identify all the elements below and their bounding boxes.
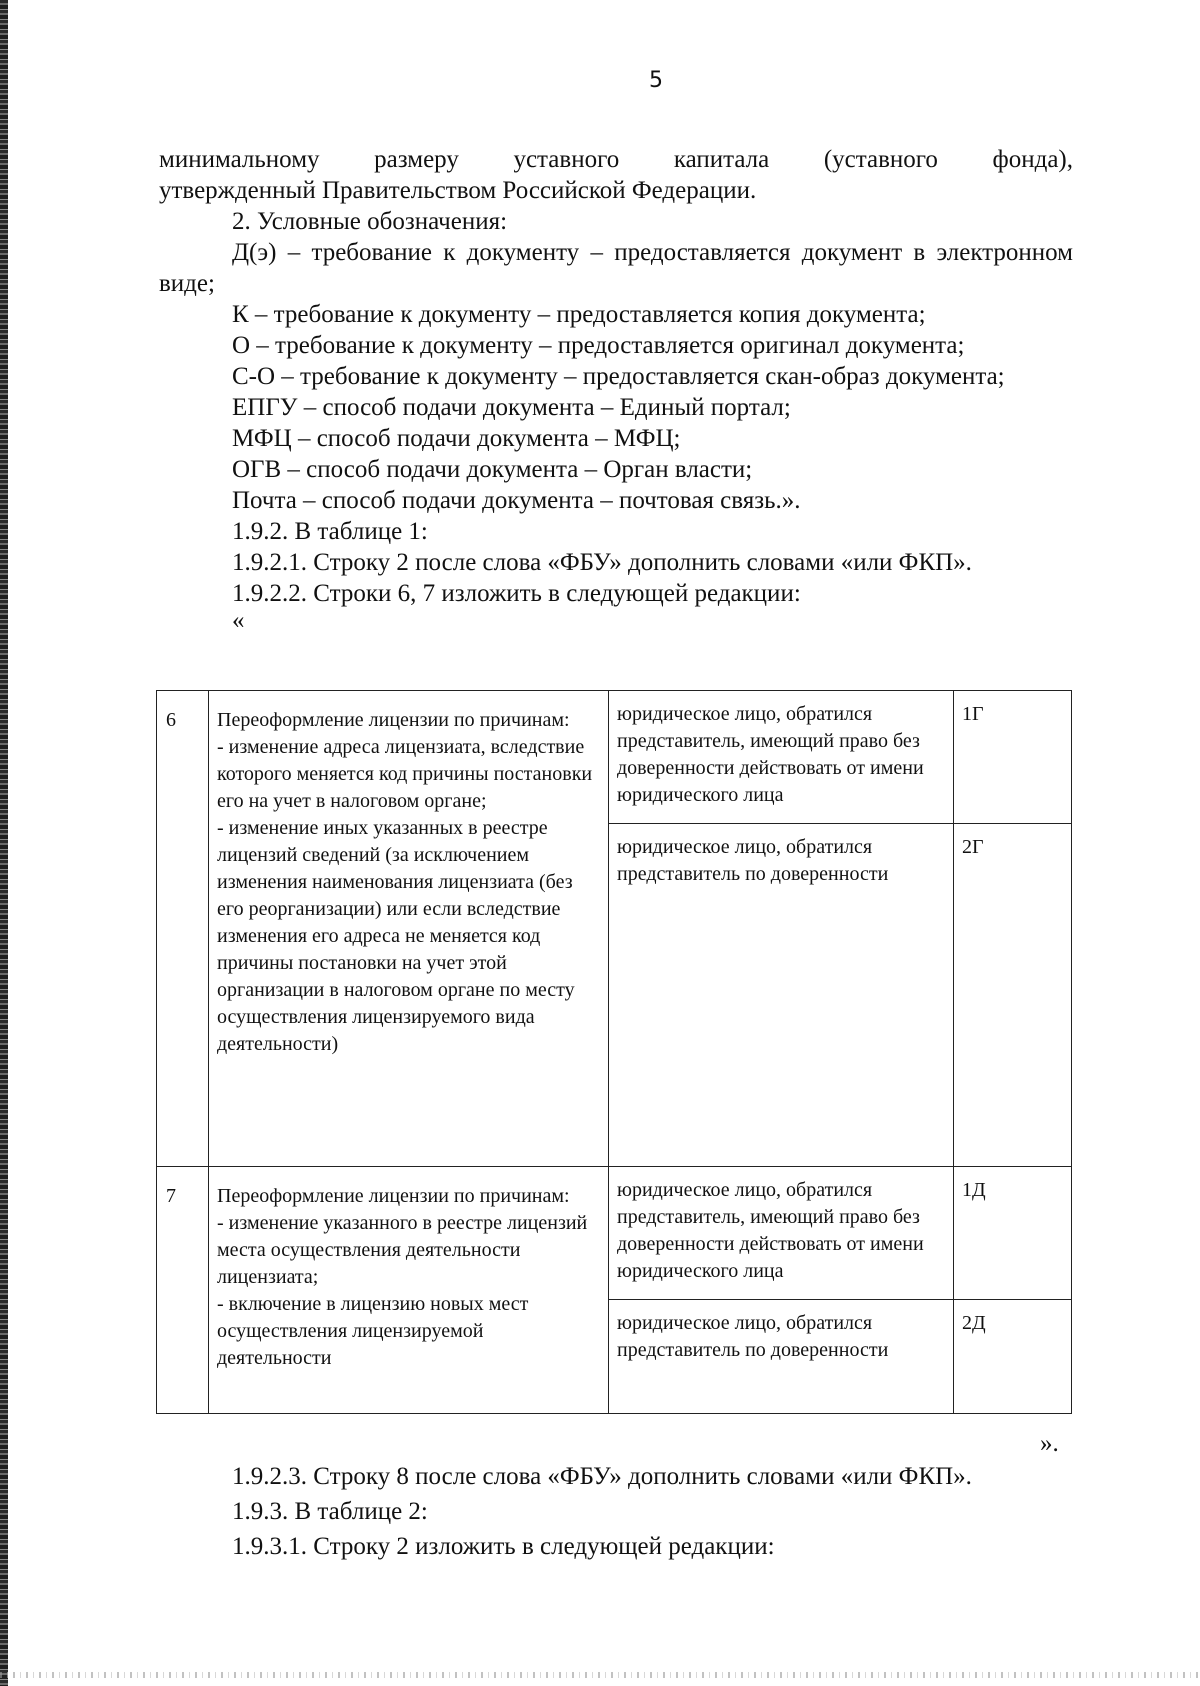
scan-edge	[0, 0, 8, 1686]
applicant-cell: юридическое лицо, обратился представитель, имеющий право без доверенности действовать от имени юридического лица	[609, 1167, 954, 1300]
paragraph-legend-epgu: ЕПГУ – способ подачи документа – Единый портал;	[232, 394, 791, 421]
row-description	[209, 1167, 609, 1414]
paragraph-1-9-2-2: 1.9.2.2. Строки 6, 7 изложить в следующей редакции:	[232, 580, 801, 607]
page-number: 5	[649, 68, 663, 93]
close-quote: ».	[1040, 1430, 1059, 1457]
paragraph-legend-heading: 2. Условные обозначения:	[232, 208, 508, 235]
row-title: Переоформление лицензии по причинам:	[217, 709, 570, 731]
paragraph-1-9-2-1: 1.9.2.1. Строку 2 после слова «ФБУ» дополнить словами «или ФКП».	[232, 549, 972, 576]
row-reason-item: - изменение иных указанных в реестре лицензий сведений (за исключением изменения наименования лицензиата (без его реорганизации) или если вследствие изменения его адреса не меняется код причины постановки на учет этой организации в налоговом органе по месту осуществления лицензируемого вида деятельности)	[217, 817, 575, 1055]
paragraph-capital-line2: утвержденный Правительством Российской Федерации.	[159, 177, 757, 204]
code-cell: 2Д	[954, 1300, 1072, 1414]
paragraph-legend-de: Д(э) – требование к документу – предоставляется документ в электронном виде;	[159, 239, 1073, 297]
code-cell: 2Г	[954, 824, 1072, 1167]
paragraph-1-9-2: 1.9.2. В таблице 1:	[232, 518, 428, 545]
license-table	[156, 690, 1072, 1414]
table-row	[157, 1167, 1072, 1300]
paragraph-legend-post: Почта – способ подачи документа – почтовая связь.».	[232, 487, 801, 514]
paragraph-capital-line1: минимальному размеру уставного капитала (уставного фонда),	[159, 146, 1073, 173]
applicant-cell: юридическое лицо, обратился представитель, имеющий право без доверенности действовать от имени юридического лица	[609, 691, 954, 824]
paragraph-1-9-3: 1.9.3. В таблице 2:	[232, 1498, 428, 1525]
paragraph-legend-mfc: МФЦ – способ подачи документа – МФЦ;	[232, 425, 681, 452]
row-reason-item: - изменение адреса лицензиата, вследствие которого меняется код причины постановки его на учет в налоговом органе;	[217, 736, 593, 812]
row-reason-item: - включение в лицензию новых мест осуществления лицензируемой деятельности	[217, 1293, 529, 1369]
row-title: Переоформление лицензии по причинам:	[217, 1185, 570, 1207]
after-text	[232, 1459, 1092, 1564]
paragraph-1-9-2-3: 1.9.2.3. Строку 8 после слова «ФБУ» дополнить словами «или ФКП».	[232, 1463, 972, 1490]
paragraph-1-9-3-1: 1.9.3.1. Строку 2 изложить в следующей редакции:	[232, 1533, 775, 1560]
paragraph-legend-ogv: ОГВ – способ подачи документа – Орган власти;	[232, 456, 753, 483]
paragraph-legend-o: О – требование к документу – предоставляется оригинал документа;	[232, 332, 965, 359]
row-number: 6	[157, 691, 209, 1167]
applicant-cell: юридическое лицо, обратился представитель по доверенности	[609, 824, 954, 1167]
paragraph-legend-k: К – требование к документу – предоставляется копия документа;	[232, 301, 926, 328]
code-cell: 1Г	[954, 691, 1072, 824]
scan-bottom-noise	[0, 1672, 1200, 1678]
applicant-cell: юридическое лицо, обратился представитель по доверенности	[609, 1300, 954, 1414]
body-text	[159, 144, 1073, 633]
row-number: 7	[157, 1167, 209, 1414]
row-reason-item: - изменение указанного в реестре лицензий места осуществления деятельности лицензиата;	[217, 1212, 588, 1288]
table-row	[157, 691, 1072, 824]
row-description	[209, 691, 609, 1167]
open-quote: «	[232, 607, 245, 634]
paragraph-legend-so: С-О – требование к документу – предоставляется скан-образ документа;	[232, 363, 1005, 390]
code-cell: 1Д	[954, 1167, 1072, 1300]
